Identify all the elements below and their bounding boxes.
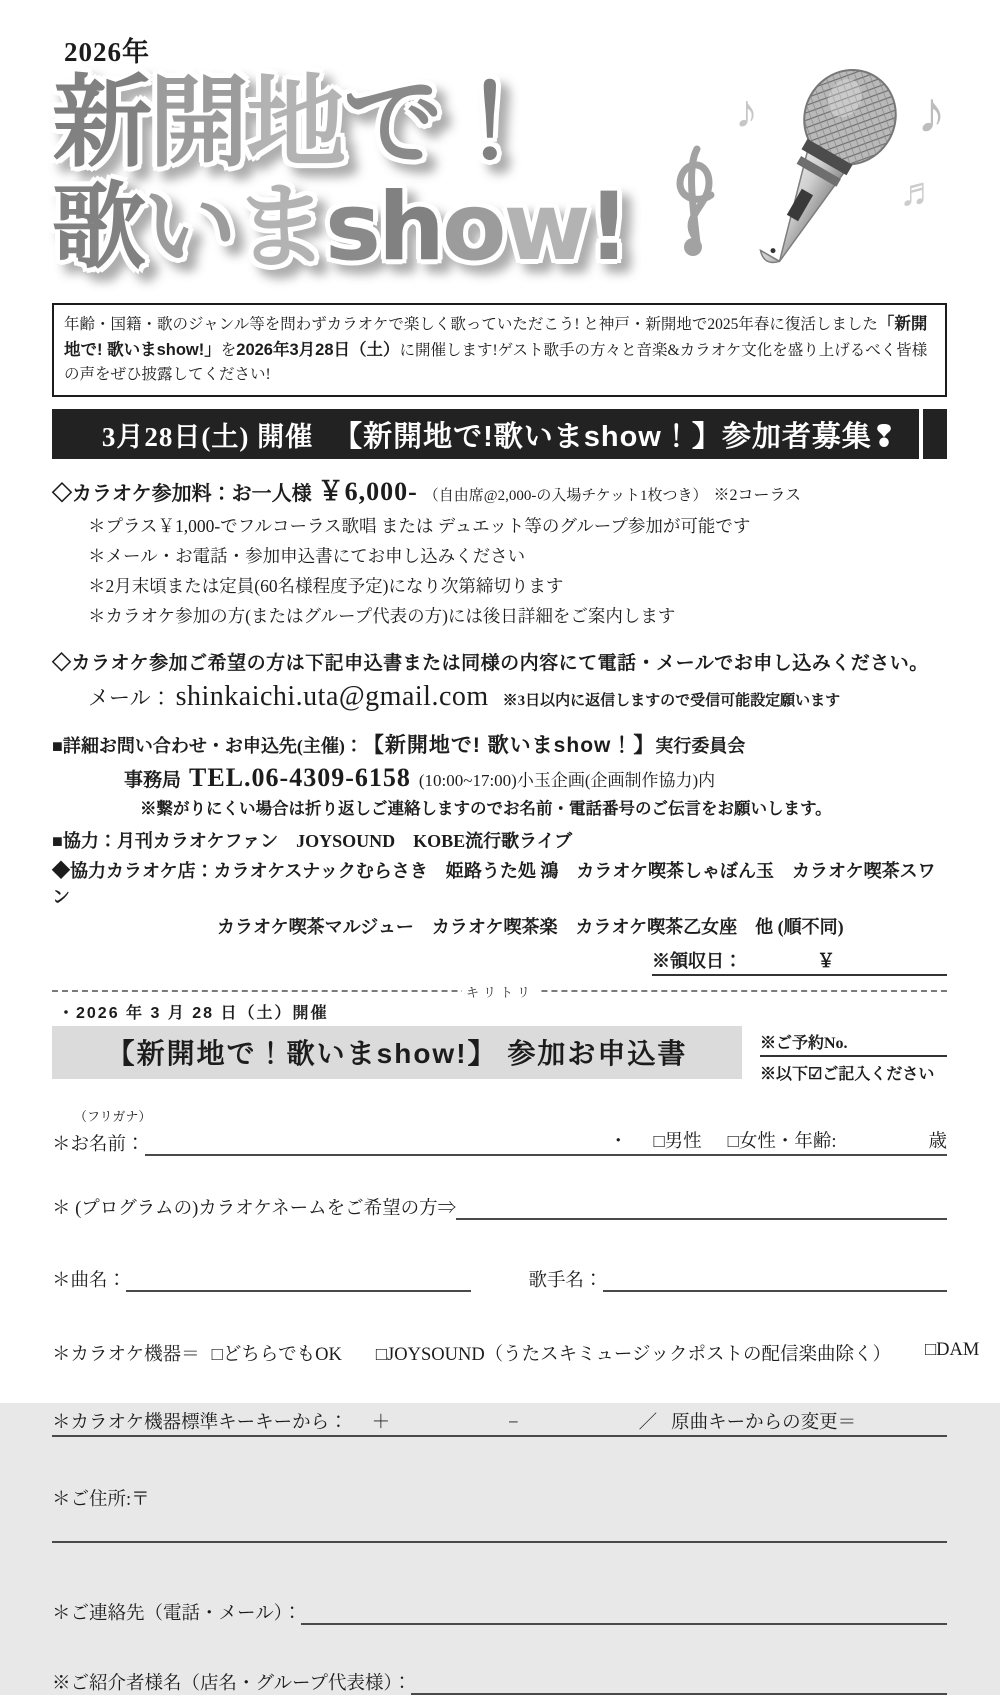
support-line: ■協力：月刊カラオケファン JOYSOUND KOBE流行歌ライブ (52, 831, 573, 852)
music-note-icon: ♪ (735, 86, 758, 137)
checkbox-dam[interactable]: □DAM (924, 1340, 980, 1361)
year-label: 2026年 (64, 37, 150, 67)
main-title-line2: 歌いまshow! (52, 173, 628, 282)
fee-price: ￥6,000- (317, 477, 418, 507)
key-change-label: 原曲キーからの変更＝ (671, 1413, 857, 1434)
intro-box (52, 303, 947, 397)
callback-note: ※繋がりにくい場合は折り返しご連絡しますのでお名前・電話番号のご伝言をお願いします。 (140, 799, 832, 819)
key-row (52, 1408, 947, 1437)
fee-note-line: ＊プラス￥1,000-でフルコーラス歌唱 または デュエット等のグループ参加が可能です (88, 516, 751, 537)
intro-text: を (220, 341, 237, 359)
main-title-line1: 新開地で！ (52, 64, 537, 181)
fee-note-line: ＊カラオケ参加の方(またはグループ代表の方)には後日詳細をご案内します (88, 606, 676, 627)
machine-row (52, 1340, 980, 1366)
fee-section (52, 471, 947, 628)
partner-shops-line: ◆協力カラオケ店：カラオケスナックむらさき 姫路うた処 鴻 カラオケ喫茶しゃぼん玉 カラオケ喫茶スワン (52, 861, 936, 908)
fee-line (52, 471, 947, 508)
key-minus[interactable]: − (508, 1413, 519, 1434)
email-label: メール： (88, 686, 172, 711)
tel-line (124, 763, 947, 793)
name-row (52, 1127, 947, 1156)
referrer-row (52, 1669, 947, 1695)
fee-label: ◇カラオケ参加料：お一人様 (52, 483, 312, 506)
checkbox-joysound[interactable]: □JOYSOUND（うたスキミュージックポストの配信楽曲除く） (375, 1345, 891, 1366)
email-note: ※3日以内に返信しますので受信可能設定願います (502, 693, 841, 710)
inquiry-suffix: 実行委員会 (655, 736, 746, 757)
fill-note: ※以下☑ご記入ください (760, 1066, 935, 1084)
treble-clef-icon (680, 149, 711, 256)
form-header-right (760, 1026, 947, 1084)
form-header (52, 1026, 947, 1084)
music-note-icon: ♬ (899, 169, 939, 214)
key-label: ＊カラオケ機器標準キーキーから： (52, 1413, 348, 1434)
checkbox-male[interactable]: □男性 (653, 1132, 702, 1153)
address-label: ＊ご住所:〒 (52, 1490, 150, 1511)
checkbox-any-ok[interactable]: □どちらでもOK (211, 1345, 342, 1366)
fee-note-line: ＊メール・お電話・参加申込書にてお申し込みください (88, 546, 526, 567)
intro-event-name: 「新開地で! 歌いまshow!」 (64, 315, 928, 359)
form-date-line: ・2026 年 3 月 28 日（土）開催 (58, 1005, 329, 1023)
referrer-label: ※ご紹介者様名（店名・グループ代表様）： (52, 1674, 412, 1695)
referrer-input-line[interactable] (411, 1674, 947, 1695)
song-input-line[interactable] (126, 1271, 470, 1292)
intro-text: 年齢・国籍・歌のジャンル等を問わずカラオケで楽しく歌っていただこう! と神戸・新開地で2025年春に復活しました (64, 316, 878, 333)
fee-note-line: ＊2月末頃または定員(60名様程度予定)になり次第締切ります (88, 576, 564, 597)
intro-text: に開催します!ゲスト歌手の方々と音楽&カラオケ文化を盛り上げるべく皆様の声をぜひ披露してください! (64, 341, 928, 384)
inquiry-event-name: 【新開地で! 歌いまshow！】 (362, 734, 656, 758)
key-slash: ／ (638, 1413, 658, 1434)
email-row (88, 681, 947, 713)
karaoke-name-row (52, 1194, 947, 1220)
tel-number: TEL.06-4309-6158 (189, 763, 411, 793)
cut-line (52, 985, 947, 1001)
karaoke-name-input-line[interactable] (456, 1199, 947, 1220)
key-input-line[interactable] (52, 1408, 947, 1437)
banner-title: 【新開地で!歌いまshow！】参加者募集❢ (333, 420, 898, 453)
office-label: 事務局 (124, 770, 182, 792)
key-plus[interactable]: ＋ (371, 1413, 391, 1434)
event-banner (52, 409, 947, 459)
reserve-no-line[interactable] (760, 1030, 947, 1057)
fee-chorus-note: ※2コーラス (713, 487, 802, 505)
name-input-line[interactable] (145, 1127, 947, 1156)
machine-label: ＊カラオケ機器＝ (52, 1345, 200, 1366)
receipt-line[interactable] (652, 947, 947, 976)
inquiry-line (52, 729, 947, 759)
reserve-no-label: ※ご予約No. (760, 1035, 848, 1053)
microphone-icon (617, 57, 977, 307)
song-label: ＊曲名： (52, 1271, 127, 1292)
partner-shops-line2: カラオケ喫茶マルジュー カラオケ喫茶楽 カラオケ喫茶乙女座 他 (順不同) (217, 917, 844, 938)
office-hours-note: (10:00~17:00)小玉企画(企画制作協力)内 (418, 771, 716, 791)
cutline-label: キリトリ (462, 982, 538, 1001)
main-title (52, 64, 947, 297)
email-address: shinkaichi.uta@gmail.com (175, 681, 489, 713)
contact-info-row (52, 1599, 947, 1625)
contact-input-line[interactable] (301, 1604, 947, 1625)
yen-mark: ￥ (817, 951, 835, 972)
name-label: ＊お名前： (52, 1135, 145, 1156)
address-input-line[interactable] (52, 1541, 947, 1543)
intro-date: 2026年3月28日（土） (236, 340, 400, 359)
support-section (52, 827, 947, 939)
receipt-row (52, 947, 947, 976)
banner-date: 3月28日(土) 開催 (101, 421, 314, 452)
karaoke-name-label: ＊ (プログラムの)カラオケネームをご希望の方⇒ (52, 1199, 457, 1220)
apply-line: ◇カラオケ参加ご希望の方は下記申込書または同様の内容にて電話・メールでお申し込みください。 (52, 653, 929, 675)
music-note-icon: ♪ (917, 80, 946, 145)
singer-input-line[interactable] (603, 1271, 947, 1292)
song-row (52, 1266, 947, 1292)
age-label: ・年齢: (775, 1132, 837, 1153)
checkbox-female[interactable]: □女性 (727, 1132, 776, 1153)
fee-price-note: （自由席@2,000-の入場チケット1枚つき） (423, 488, 708, 505)
receipt-date-label: ※領収日： (652, 951, 742, 972)
singer-label: 歌手名： (528, 1271, 603, 1292)
contact-label: ＊ご連絡先（電話・メール）： (52, 1604, 302, 1625)
address-row (52, 1485, 947, 1543)
form-title-bar: 【新開地で！歌いまshow!】 参加お申込書 (52, 1026, 742, 1079)
furigana-label: （フリガナ） (74, 1109, 152, 1125)
age-suffix: 歳 (928, 1132, 947, 1153)
inquiry-prefix: ■詳細お問い合わせ・お申込先(主催)： (52, 736, 363, 757)
contact-section (52, 729, 947, 819)
gender-bullet: ・ (608, 1132, 628, 1153)
